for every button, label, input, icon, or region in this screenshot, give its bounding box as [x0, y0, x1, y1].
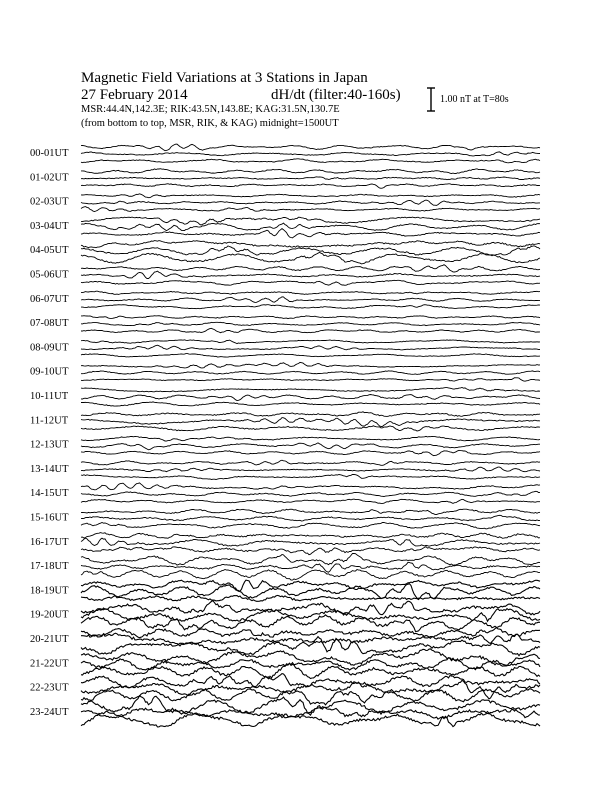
trace-kag	[81, 601, 540, 616]
trace-rik	[81, 467, 540, 472]
trace-kag	[81, 217, 540, 225]
hour-label: 16-17UT	[30, 536, 69, 548]
trace-msr	[81, 547, 540, 555]
hour-label: 22-23UT	[30, 682, 69, 694]
trace-kag	[81, 340, 540, 344]
hour-label: 05-06UT	[30, 269, 69, 281]
hour-label: 01-02UT	[30, 172, 69, 184]
trace-msr	[81, 378, 540, 382]
hour-row-08-09UT	[30, 340, 540, 357]
trace-msr	[81, 450, 540, 455]
trace-msr	[81, 711, 540, 727]
hour-label: 19-20UT	[30, 609, 69, 621]
trace-msr	[81, 402, 540, 406]
trace-kag	[81, 436, 540, 441]
hour-row-14-15UT	[30, 483, 540, 504]
hour-label: 12-13UT	[30, 439, 69, 451]
trace-rik	[81, 443, 540, 450]
hour-label: 11-12UT	[30, 415, 69, 427]
hour-label: 04-05UT	[30, 245, 69, 257]
trace-rik	[81, 515, 540, 521]
hour-row-04-05UT	[30, 241, 540, 264]
hour-row-05-06UT	[30, 265, 540, 286]
scale-bar	[427, 88, 435, 111]
hour-row-18-19UT	[30, 580, 540, 601]
trace-rik	[81, 271, 540, 278]
trace-msr	[81, 184, 540, 189]
station-coordinates: MSR:44.4N,142.3E; RIK:43.5N,143.8E; KAG:31.5N,130.7E	[81, 104, 340, 115]
trace-msr	[81, 615, 540, 632]
scale-bar-label: 1.00 nT at T=80s	[440, 94, 509, 105]
trace-kag	[81, 362, 540, 368]
chart-quantity-filter: dH/dt (filter:40-160s)	[271, 87, 401, 103]
trace-msr	[81, 328, 540, 332]
hour-row-23-24UT	[30, 696, 540, 727]
trace-msr	[81, 663, 540, 679]
chart-date: 27 February 2014	[81, 87, 188, 103]
hour-label: 17-18UT	[30, 561, 69, 573]
trace-kag	[81, 241, 540, 248]
trace-rik	[81, 371, 540, 375]
trace-msr	[81, 637, 540, 656]
hour-row-01-02UT	[30, 169, 540, 189]
hour-row-17-18UT	[30, 554, 540, 581]
trace-msr	[81, 280, 540, 285]
hour-label: 03-04UT	[30, 220, 69, 232]
trace-msr	[81, 207, 540, 212]
hour-label: 18-19UT	[30, 585, 69, 597]
trace-kag	[81, 533, 540, 539]
hour-label: 10-11UT	[30, 391, 69, 402]
hour-row-06-07UT	[30, 291, 540, 309]
trace-msr	[81, 426, 540, 431]
hour-row-22-23UT	[30, 674, 540, 705]
trace-rik	[81, 395, 540, 401]
trace-kag	[81, 649, 540, 666]
trace-msr	[81, 252, 540, 264]
trace-msr	[81, 354, 540, 358]
hour-label: 06-07UT	[30, 293, 69, 305]
trace-msr	[81, 474, 540, 479]
trace-kag	[81, 554, 540, 566]
trace-kag	[81, 580, 540, 591]
hour-row-19-20UT	[30, 601, 540, 632]
trace-kag	[81, 509, 540, 514]
trace-msr	[81, 159, 540, 163]
trace-kag	[81, 265, 540, 272]
trace-kag	[81, 412, 540, 417]
trace-msr	[81, 689, 540, 705]
trace-rik	[81, 491, 540, 496]
hour-row-07-08UT	[30, 316, 540, 333]
trace-rik	[81, 322, 540, 325]
hour-row-10-11UT	[30, 388, 540, 407]
hour-row-00-01UT	[30, 144, 540, 163]
trace-kag	[81, 388, 540, 392]
trace-rik	[81, 200, 540, 205]
hour-row-09-10UT	[30, 362, 540, 381]
hour-row-13-14UT	[30, 460, 540, 479]
hour-label: 15-16UT	[30, 512, 69, 524]
trace-rik	[81, 538, 540, 546]
trace-msr	[81, 499, 540, 503]
hour-label: 21-22UT	[30, 658, 69, 670]
trace-rik	[81, 418, 540, 427]
hour-label: 13-14UT	[30, 463, 69, 475]
trace-msr	[81, 522, 540, 529]
trace-kag	[81, 483, 540, 490]
trace-rik	[81, 223, 540, 231]
hour-label: 20-21UT	[30, 634, 69, 645]
trace-rik	[81, 345, 540, 350]
trace-kag	[81, 460, 540, 465]
chart-title: Magnetic Field Variations at 3 Stations in Japan	[81, 70, 368, 86]
hour-label: 02-03UT	[30, 196, 69, 208]
hour-label: 00-01UT	[30, 148, 69, 159]
trace-rik	[81, 152, 540, 156]
trace-rik	[81, 177, 540, 180]
trace-msr	[81, 305, 540, 309]
trace-kag	[81, 628, 540, 638]
trace-kag	[81, 316, 540, 319]
trace-rik	[81, 609, 540, 622]
hour-row-11-12UT	[30, 412, 540, 431]
hour-row-16-17UT	[30, 533, 540, 555]
hour-label: 14-15UT	[30, 488, 69, 500]
trace-msr	[81, 595, 540, 601]
hour-row-12-13UT	[30, 436, 540, 455]
trace-kag	[81, 144, 540, 151]
hour-label: 23-24UT	[30, 706, 69, 718]
hour-row-15-16UT	[30, 509, 540, 529]
trace-rik	[81, 562, 540, 572]
hour-label: 07-08UT	[30, 318, 69, 330]
hour-label: 09-10UT	[30, 366, 69, 378]
hour-row-02-03UT	[30, 194, 540, 212]
trace-kag	[81, 291, 540, 294]
trace-kag	[81, 169, 540, 174]
trace-msr	[81, 570, 540, 581]
station-order-note: (from bottom to top, MSR, RIK, & KAG) midnight=1500UT	[81, 118, 339, 129]
hour-row-20-21UT	[30, 628, 540, 656]
hour-row-03-04UT	[30, 217, 540, 238]
trace-kag	[81, 194, 540, 198]
hour-label: 08-09UT	[30, 342, 69, 354]
trace-rik	[81, 297, 540, 303]
trace-msr	[81, 229, 540, 238]
